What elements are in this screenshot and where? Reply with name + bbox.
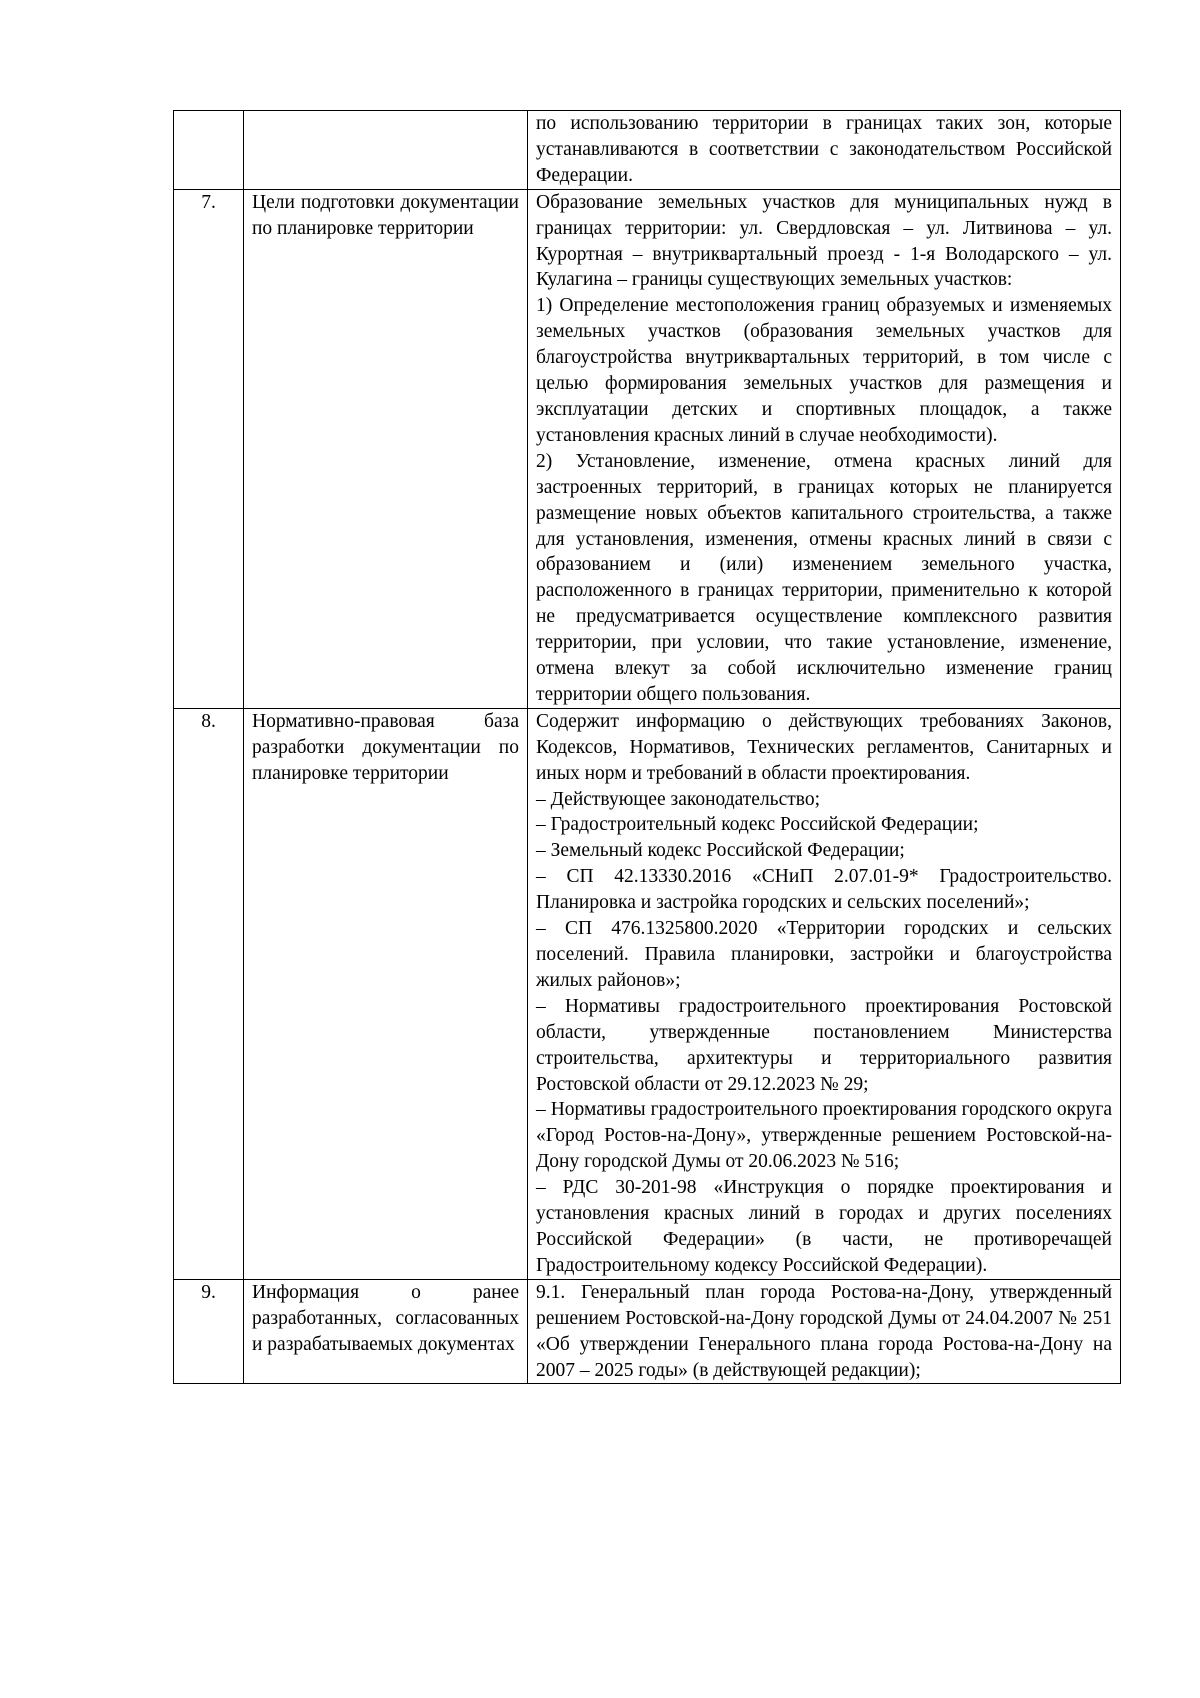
list-item: – СП 42.13330.2016 «СНиП 2.07.01-9* Градостроительство. Планировка и застройка городских и сельских поселений»; — [536, 866, 1112, 914]
list-item: – СП 476.1325800.2020 «Территории городских и сельских поселений. Правила планировки, застройки и благоустройства жилых районов»; — [536, 918, 1112, 991]
row-title — [244, 1279, 528, 1384]
row-title — [244, 111, 528, 190]
terms-of-reference-table — [173, 110, 1121, 1384]
row-number: 8. — [174, 708, 244, 1279]
row-title — [244, 189, 528, 708]
row-content — [528, 111, 1121, 190]
row-content — [528, 708, 1121, 1279]
row-title-text: Нормативно-правовая база разработки документации по планировке территории — [252, 710, 519, 784]
list-item: – Нормативы градостроительного проектирования городского округа «Город Ростов-на-Дону», утвержденные решением Ростовской-на-Дону городской Думы от 20.06.2023 № 516; — [536, 1099, 1112, 1173]
paragraph: 9.1. Генеральный план города Ростова-на-Дону, утвержденный решением Ростовской-на-Дону городской Думы от 24.04.2007 № 251 «Об утверждении Генерального плана города Ростова-на-Дону на 2007 – 2025 годы» (в действующей редакции); — [536, 1281, 1112, 1381]
paragraph: Образование земельных участков для муниципальных нужд в границах территории: ул. Свердловская – ул. Литвинова – ул. Курортная – внутриквартальный проезд - 1-я Володарского – ул. Кулагина – границы существующих земельных участков: — [536, 191, 1112, 291]
row-title-text: Цели подготовки документации по планировке территории — [252, 191, 519, 239]
row-content — [528, 1279, 1121, 1384]
row-number: 9. — [174, 1279, 244, 1384]
table-row — [174, 111, 1121, 190]
row-title-text: Информация о ранее разработанных, согласованных и разрабатываемых документах — [252, 1281, 519, 1355]
list-item: – Нормативы градостроительного проектирования Ростовской области, утвержденные постановлением Министерства строительства, архитектуры и территориального развития Ростовской области от 29.12.2023 № 29; — [536, 995, 1112, 1095]
table-row — [174, 189, 1121, 708]
paragraph: Содержит информацию о действующих требованиях Законов, Кодексов, Нормативов, Технических регламентов, Санитарных и иных норм и требований в области проектирования. — [536, 710, 1112, 784]
list-item: – Земельный кодекс Российской Федерации; — [536, 840, 905, 862]
paragraph: по использованию территории в границах таких зон, которые устанавливаются в соответствии с законодательством Российской Федерации. — [536, 113, 1112, 186]
row-content — [528, 189, 1121, 708]
row-number — [174, 111, 244, 190]
paragraph: 2) Установление, изменение, отмена красных линий для застроенных территорий, в границах которых не планируется размещение новых объектов капитального строительства, а также для установления, изменения, отмены красных линий в связи с образованием и (или) изменением земельного участка, расположенного в границах территории, применительно к которой не предусматривается осуществление комплексного развития территории, при условии, что такие установление, изменение, отмена влекут за собой исключительно изменение границ территории общего пользования. — [536, 450, 1112, 705]
row-title — [244, 708, 528, 1279]
list-item: – Градостроительный кодекс Российской Федерации; — [536, 814, 979, 836]
table-row — [174, 1279, 1121, 1384]
paragraph: 1) Определение местоположения границ образуемых и изменяемых земельных участков (образования земельных участков для благоустройства внутриквартальных территорий, в том числе с целью формирования земельных участков для размещения и эксплуатации детских и спортивных площадок, а также установления красных линий в случае необходимости). — [536, 295, 1112, 446]
list-item: – РДС 30-201-98 «Инструкция о порядке проектирования и установления красных линий в городах и других поселениях Российской Федерации» (в части, не противоречащей Градостроительному кодексу Российской Федерации). — [536, 1177, 1112, 1276]
list-item: – Действующее законодательство; — [536, 788, 820, 810]
row-number: 7. — [174, 189, 244, 708]
table-row — [174, 708, 1121, 1279]
